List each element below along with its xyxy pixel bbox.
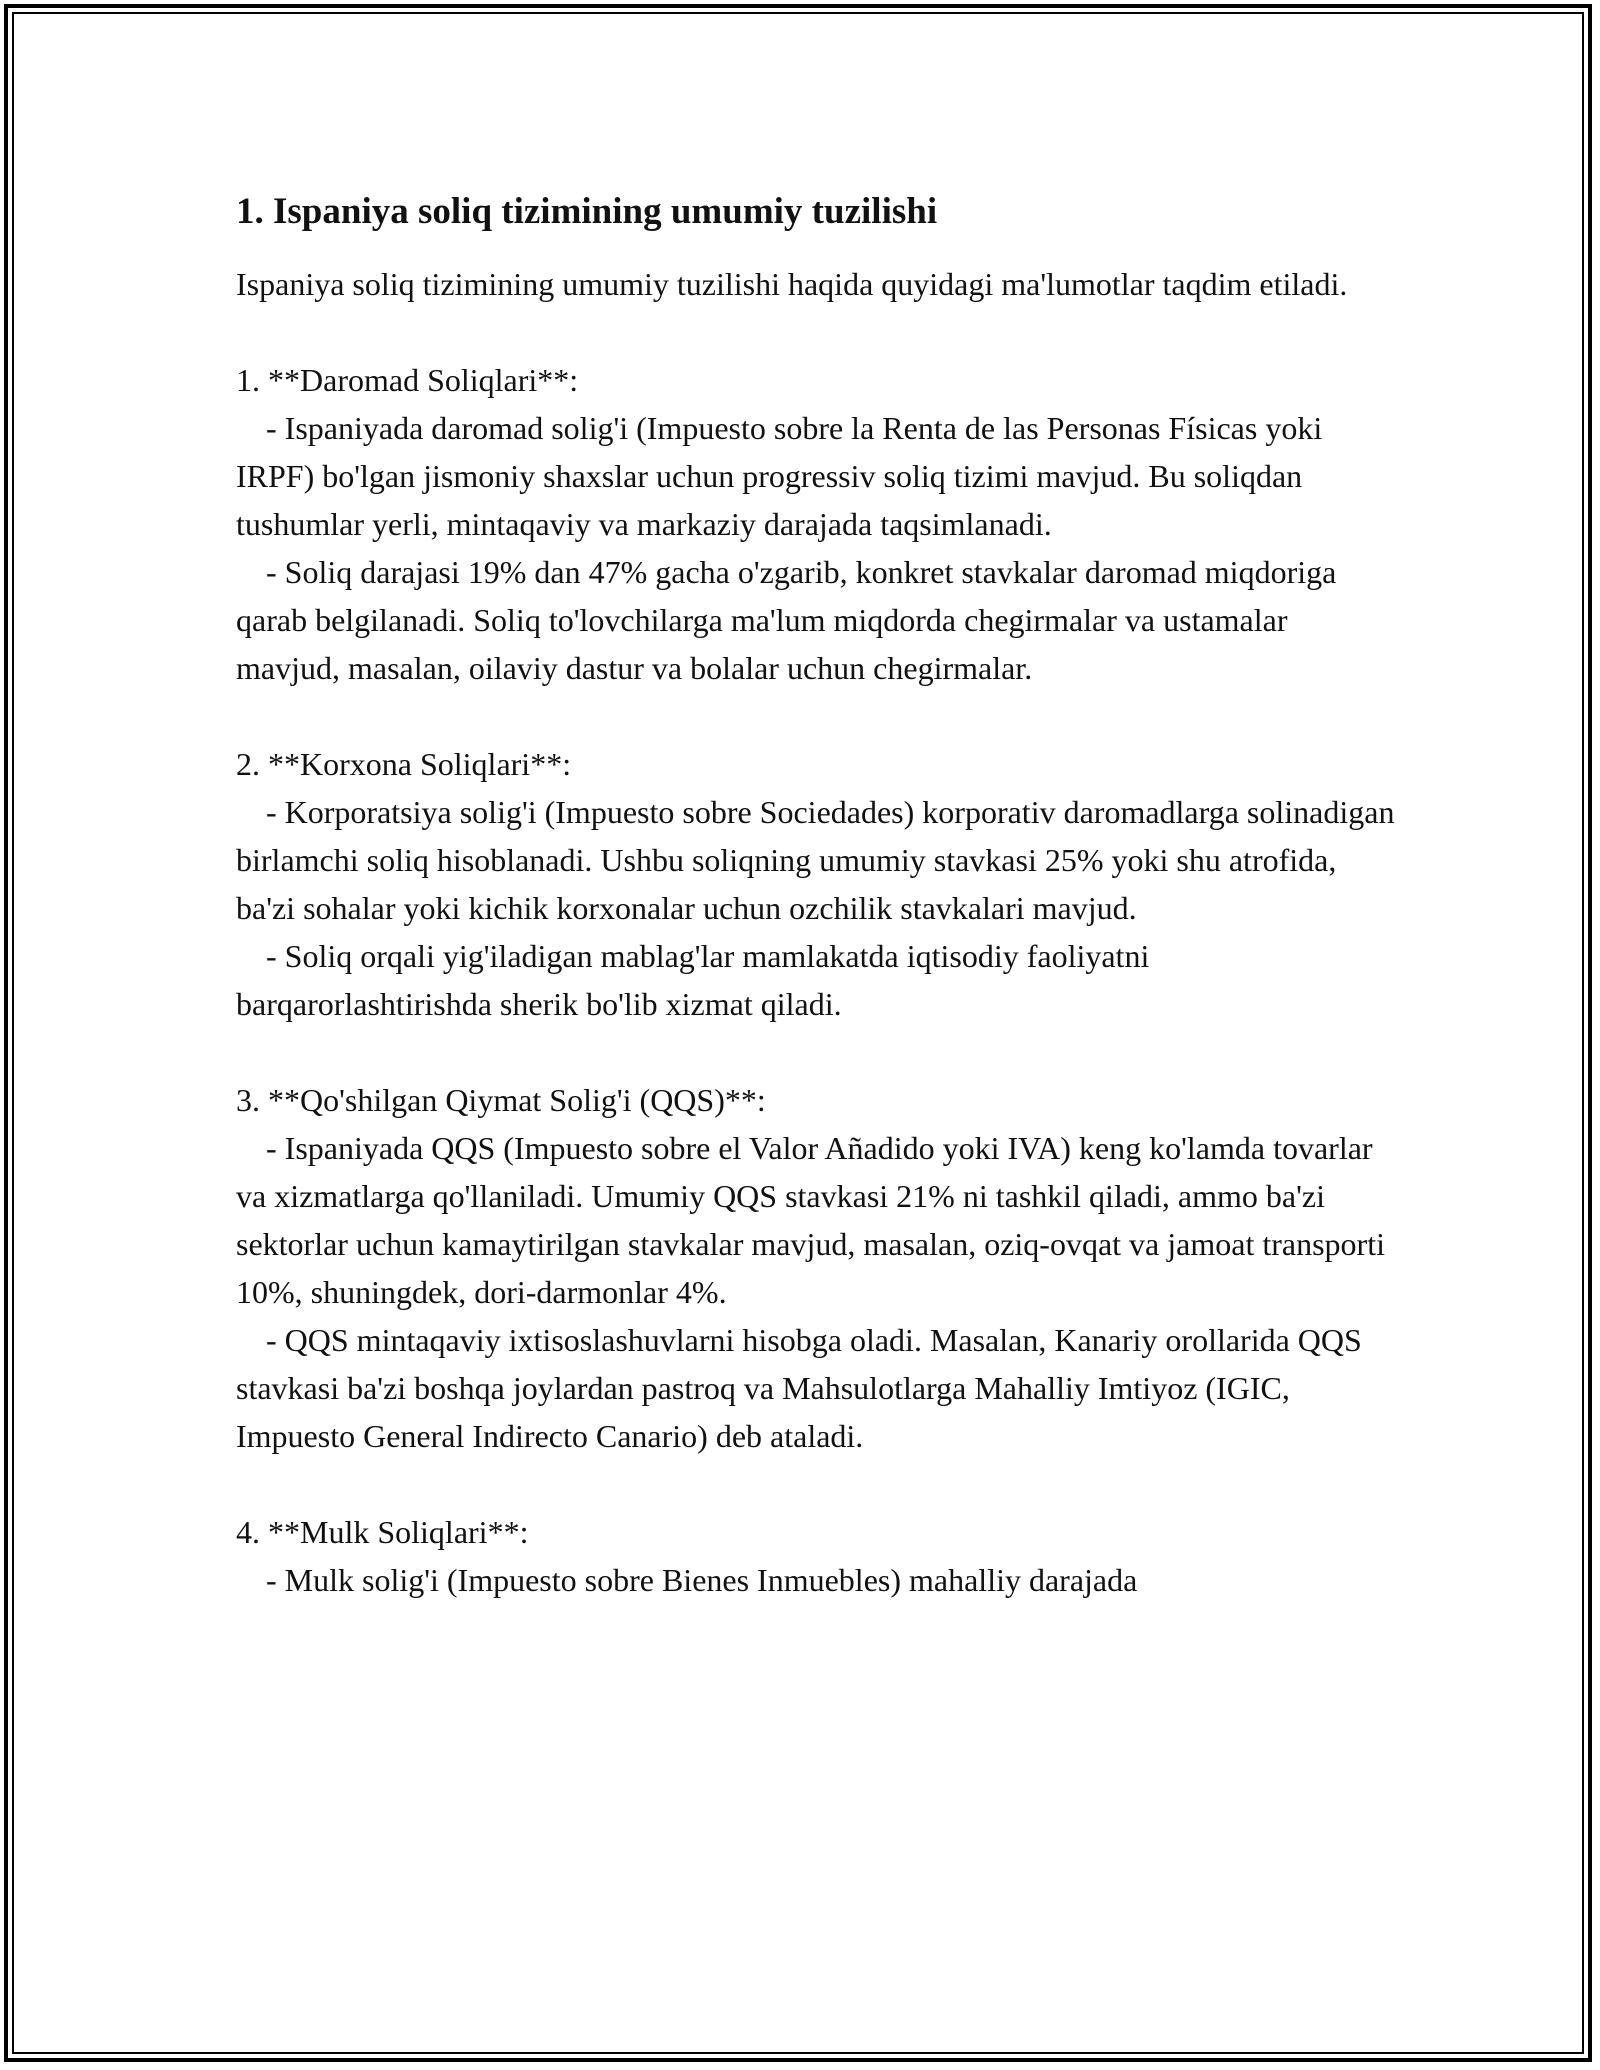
section-property-tax: [236, 1508, 1396, 1604]
section-bullet: - Soliq darajasi 19% dan 47% gacha o'zgarib, konkret stavkalar daromad miqdoriga qarab belgilanadi. Soliq to'lovchilarga ma'lum miqdorda chegirmalar va ustamalar mavjud, masalan, oilaviy dastur va bolalar uchun chegirmalar.: [236, 554, 1337, 686]
section-heading: 1. **Daromad Soliqlari**:: [236, 362, 579, 398]
section-bullet: - QQS mintaqaviy ixtisoslashuvlarni hisobga oladi. Masalan, Kanariy orollarida QQS stavkasi ba'zi boshqa joylardan pastroq va Mahsulotlarga Mahalliy Imtiyoz (IGIC, Impuesto General Indirecto Canario) deb ataladi.: [236, 1322, 1362, 1454]
section-bullet: - Soliq orqali yig'iladigan mablag'lar mamlakatda iqtisodiy faoliyatni barqarorlashtirishda sherik bo'lib xizmat qiladi.: [236, 938, 1150, 1022]
section-bullet: - Mulk solig'i (Impuesto sobre Bienes Inmuebles) mahalliy darajada: [266, 1562, 1138, 1598]
document-title: 1. Ispaniya soliq tizimining umumiy tuzilishi: [236, 191, 938, 232]
section-heading: 2. **Korxona Soliqlari**:: [236, 746, 572, 782]
section-bullet: - Ispaniyada QQS (Impuesto sobre el Valor Añadido yoki IVA) keng ko'lamda tovarlar va xizmatlarga qo'llaniladi. Umumiy QQS stavkasi 21% ni tashkil qiladi, ammo ba'zi sektorlar uchun kamaytirilgan stavkalar mavjud, masalan, oziq-ovqat va jamoat transporti 10%, shuningdek, dori-darmonlar 4%.: [236, 1130, 1385, 1310]
section-heading: 3. **Qo'shilgan Qiymat Solig'i (QQS)**:: [236, 1082, 766, 1118]
section-heading: 4. **Mulk Soliqlari**:: [236, 1514, 529, 1550]
section-bullet: - Ispaniyada daromad solig'i (Impuesto sobre la Renta de las Personas Físicas yoki IRPF) bo'lgan jismoniy shaxslar uchun progressiv soliq tizimi mavjud. Bu soliqdan tushumlar yerli, mintaqaviy va markaziy darajada taqsimlanadi.: [236, 410, 1323, 542]
section-bullet: - Korporatsiya solig'i (Impuesto sobre Sociedades) korporativ daromadlarga solinadigan birlamchi soliq hisoblanadi. Ushbu soliqning umumiy stavkasi 25% yoki shu atrofida, ba'zi sohalar yoki kichik korxonalar uchun ozchilik stavkalari mavjud.: [236, 794, 1395, 926]
section-vat: [236, 1076, 1396, 1460]
document-body: [236, 188, 1396, 1604]
section-corporate-tax: [236, 740, 1396, 1028]
intro-paragraph: Ispaniya soliq tizimining umumiy tuzilishi haqida quyidagi ma'lumotlar taqdim etiladi.: [236, 266, 1348, 302]
section-income-tax: [236, 356, 1396, 692]
